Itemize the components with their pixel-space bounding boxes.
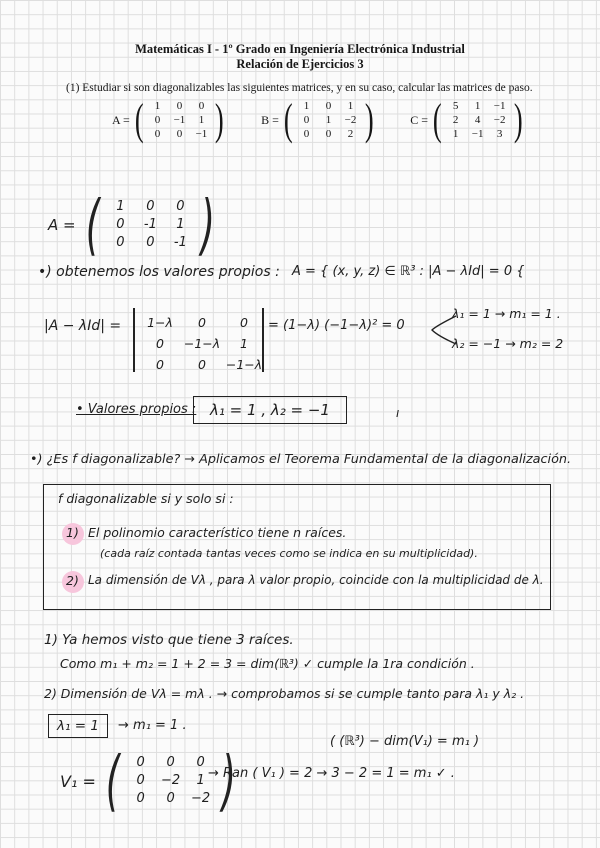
v1-label: V₁ = xyxy=(60,771,96,791)
v1-matrix: V₁ = ( 0 0 0 0 −2 1 0 0 −2 ) xyxy=(60,742,236,819)
matrix-cell: 0 xyxy=(196,755,205,770)
theorem-c1-num: 1) xyxy=(66,525,79,540)
matrix-cell: 0 xyxy=(240,315,248,330)
theorem-c1-note: (cada raíz contada tantas veces como se indica en su multiplicidad). xyxy=(100,547,478,560)
theorem-c2-num: 2) xyxy=(66,573,79,588)
diag-question: •) ¿Es f diagonalizable? → Aplicamos el Teorema Fundamental de la diagonalización. xyxy=(30,452,572,467)
matrix-cell: 1 xyxy=(116,199,125,214)
lambda1-box: λ₁ = 1 xyxy=(48,714,108,738)
matrix-name: A = xyxy=(112,112,130,127)
matrix-cell: 4 xyxy=(474,114,481,126)
matrix-cell: -1 xyxy=(143,217,157,232)
tick-mark: ı xyxy=(396,406,400,420)
theorem-c1: El polinomio característico tiene n raíces. xyxy=(88,525,347,540)
matrix-a-body xyxy=(105,198,195,252)
matrix-cell: 0 xyxy=(303,114,310,126)
matrix-cell: −2 xyxy=(493,114,506,126)
handwritten-matrix-a: A = ( 1 0 0 0 -1 1 0 0 -1 ) xyxy=(48,186,216,263)
matrix-cell: −1 xyxy=(471,128,484,140)
matrix-body xyxy=(146,99,212,141)
matrix-cell: 0 xyxy=(198,315,206,330)
matrix-cell: 1 xyxy=(474,100,481,112)
det-body xyxy=(138,312,266,375)
matrix-cell: 0 xyxy=(176,100,183,112)
line-obtenemos: •) obtenemos los valores propios : xyxy=(38,264,280,280)
matrix-body xyxy=(445,99,511,141)
matrix-cell: 0 xyxy=(176,128,183,140)
matrix-cell: 1−λ xyxy=(147,315,173,330)
set-definition: A = { (x, y, z) ∈ ℝ³ : |A − λId| = 0 { xyxy=(292,264,525,279)
lambda1-multiplicity: → m₁ = 1 . xyxy=(118,718,187,733)
matrix-cell: 1 xyxy=(452,128,459,140)
matrix-cell: 0 xyxy=(325,100,332,112)
theorem-head: f diagonalizable si y solo si : xyxy=(58,491,234,506)
matrix-body xyxy=(296,99,362,141)
matrix-cell: −1−λ xyxy=(183,336,221,351)
v1-body xyxy=(126,754,216,808)
matrix-cell: 2 xyxy=(347,128,354,140)
matrix-cell: 0 xyxy=(116,217,125,232)
matrix-cell: −2 xyxy=(344,114,357,126)
page-title: Matemáticas I - 1º Grado en Ingeniería Electrónica Industrial xyxy=(135,42,465,56)
det-label: |A − λId| = xyxy=(44,318,122,334)
matrix-cell: 1 xyxy=(176,217,185,232)
matrix-cell: −1 xyxy=(195,128,208,140)
matrix-cell: 2 xyxy=(452,114,459,126)
matrix-cell: 0 xyxy=(198,357,206,372)
det-bar-left xyxy=(133,308,135,372)
matrix-cell: 0 xyxy=(116,235,125,250)
matrix-cell: -1 xyxy=(173,235,187,250)
matrix-cell: 1 xyxy=(154,100,161,112)
matrix-a-typed: A = ( 1 0 0 0 −1 1 0 0 −1 ) xyxy=(112,95,225,144)
matrix-cell: 0 xyxy=(303,128,310,140)
matrix-cell: 1 xyxy=(198,114,205,126)
matrix-cell: 0 xyxy=(136,791,145,806)
matrix-cell: 0 xyxy=(176,199,185,214)
matrix-cell: 1 xyxy=(196,773,205,788)
exercise-matrices xyxy=(112,95,525,144)
step-1-b: Como m₁ + m₂ = 1 + 2 = 3 = dim(ℝ³) ✓ cumple la 1ra condición . xyxy=(60,656,475,671)
matrix-cell: −2 xyxy=(161,773,181,788)
matrix-cell: 1 xyxy=(240,336,248,351)
det-bar-right xyxy=(262,308,264,372)
matrix-cell: 0 xyxy=(136,773,145,788)
matrix-name: B = xyxy=(261,112,279,127)
valores-label: • Valores propios : xyxy=(76,402,197,417)
matrix-cell: −1 xyxy=(173,114,186,126)
matrix-cell: −1−λ xyxy=(225,357,263,372)
dim-formula: ( (ℝ³) − dim(V₁) = m₁ ) xyxy=(330,734,480,749)
matrix-a-label: A = xyxy=(48,216,76,234)
theorem-box xyxy=(43,484,551,610)
matrix-cell: 0 xyxy=(136,755,145,770)
exercise-statement: (1) Estudiar si son diagonalizables las siguientes matrices, y en su caso, calcular las matrices de paso. xyxy=(66,82,533,94)
matrix-cell: 1 xyxy=(347,100,354,112)
matrix-cell: −1 xyxy=(493,100,506,112)
root-1: λ₁ = 1 → m₁ = 1 . xyxy=(452,306,561,321)
matrix-cell: 0 xyxy=(156,336,164,351)
matrix-cell: 0 xyxy=(154,128,161,140)
matrix-cell: 0 xyxy=(198,100,205,112)
v1-rank: → Ran ( V₁ ) = 2 → 3 − 2 = 1 = m₁ ✓ . xyxy=(208,766,455,781)
matrix-cell: 0 xyxy=(154,114,161,126)
matrix-b-typed: B = ( 1 0 1 0 1 −2 0 0 2 ) xyxy=(261,95,374,144)
matrix-cell: 0 xyxy=(166,791,175,806)
matrix-cell: 0 xyxy=(325,128,332,140)
matrix-cell: 1 xyxy=(303,100,310,112)
matrix-cell: 5 xyxy=(452,100,459,112)
matrix-c-typed: C = ( 5 1 −1 2 4 −2 1 −1 3 ) xyxy=(410,95,523,144)
det-result: = (1−λ) (−1−λ)² = 0 xyxy=(268,318,405,333)
matrix-cell: −2 xyxy=(191,791,211,806)
page-subtitle: Relación de Ejercicios 3 xyxy=(236,57,364,71)
matrix-name: C = xyxy=(410,112,428,127)
matrix-cell: 1 xyxy=(325,114,332,126)
root-2: λ₂ = −1 → m₂ = 2 xyxy=(452,336,564,351)
matrix-cell: 0 xyxy=(156,357,164,372)
matrix-cell: 0 xyxy=(166,755,175,770)
matrix-cell: 3 xyxy=(496,128,503,140)
matrix-cell: 0 xyxy=(146,235,155,250)
step-1: 1) Ya hemos visto que tiene 3 raíces. xyxy=(44,632,294,648)
matrix-cell: 0 xyxy=(146,199,155,214)
theorem-c2: La dimensión de Vλ , para λ valor propio, coincide con la multiplicidad de λ. xyxy=(88,573,544,587)
valores-box: λ₁ = 1 , λ₂ = −1 xyxy=(193,396,347,424)
step-2: 2) Dimensión de Vλ = mλ . → comprobamos si se cumple tanto para λ₁ y λ₂ . xyxy=(44,686,525,701)
